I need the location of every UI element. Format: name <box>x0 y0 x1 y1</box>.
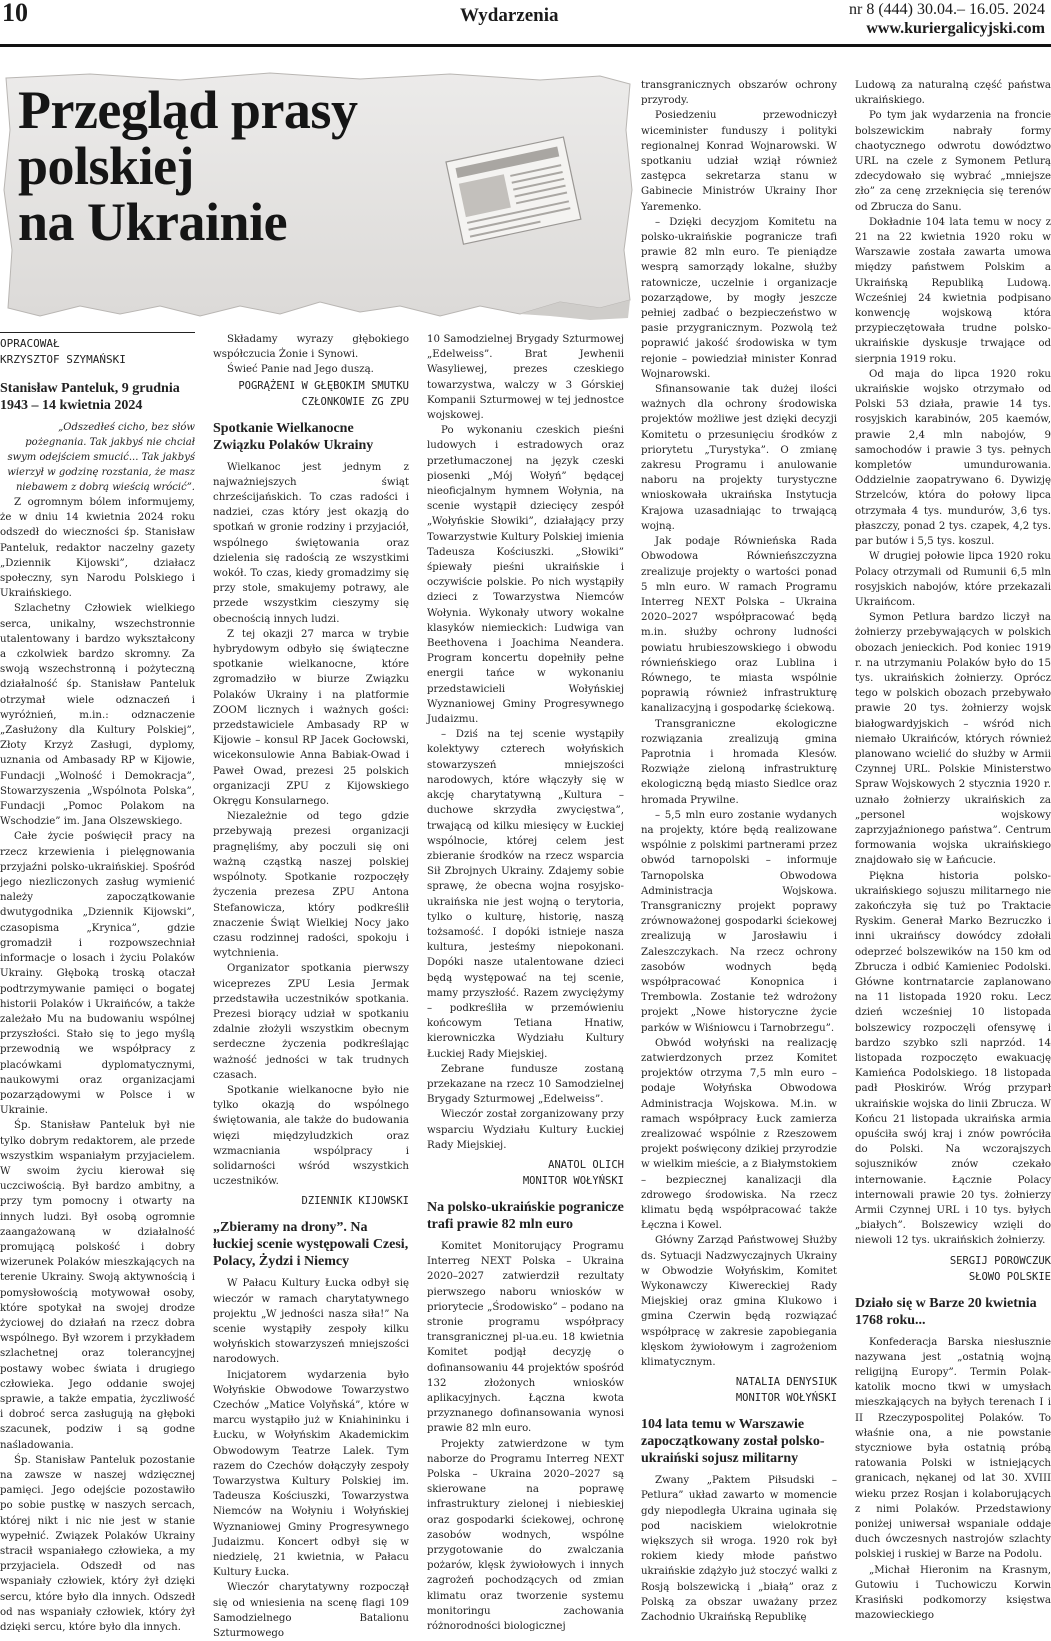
article-headline: Stanisław Panteluk, 9 grudnia 1943 – 14 kwietnia 2024 <box>0 381 180 413</box>
title-line: Przegląd prasy <box>18 80 358 140</box>
article-source <box>855 1253 1051 1285</box>
paragraph: Spotkanie wielkanocne było nie tylko okazją do wspólnego świętowania, ale także do budowania więzi międzyludzkich oraz wzmacniania wspólpracy i solidarności wśród wszystkich uczestników. <box>213 1084 409 1188</box>
paragraph: Z tej okazji 27 marca w trybie hybrydowym odbyło się świąteczne spotkanie wielkanocne, które zgromadziło w biurze Związku Polaków Ukrainy i na platformie ZOOM licznych i ważnych gości: przedstawiciele Ambasady RP w Kijowie – konsul RP Jacek Gocłowski, wicekonsulowie Anna Babiak-Owad i Paweł Owad, prezesi 25 polskich organizacji ZPU z Kijowskiego Okręgu Konsularnego. <box>213 628 409 808</box>
author-byline <box>0 332 195 368</box>
main-title <box>18 82 357 250</box>
paragraph: Dokładnie 104 lata temu w nocy z 21 na 22 kwietnia 1920 roku w Warszawie została zawarta umowa między państwem Polskim a Ukraińską Republiką Ludową. Wcześniej 24 kwietnia podpisano konwencję wojskową która przypieczętowała trudne polsko-ukraińskie dyskusje trwające od sierpnia 1919 roku. <box>855 216 1051 365</box>
paragraph: Obwód wołyński na realizację zatwierdzonych przez Komitet projektów otrzyma 7,5 mln euro – podaje Wołyńska Obwodowa Administracja Wojskowa. M.in. w ramach współpracy Łuck zamierza zrealizować wspólnie z Rzeszowem projekt poświęcony dzikiej przyrodzie w wielkim mieście, a z Białymstokiem – bezpiecznej kanalizacji dla zdrowego środowiska. Na rzecz klimatu będą współpracować także Łęczna i Kowel. <box>641 1037 837 1232</box>
source-author: ANATOL OLICH <box>548 1158 624 1171</box>
paragraph: Organizator spotkania pierwszy wiceprezes ZPU Lesia Jermak przedstawiła uczestników spotkania. Prezesi biorący udział w spotkaniu zdalnie złożyli wszystkim obecnym serdeczne życzenia podkreślając ważność jedności w tak trudnych czasach. <box>213 963 409 1081</box>
paragraph: transgranicznych obszarów ochrony przyrody. <box>641 80 837 107</box>
paragraph: Całe życie poświęcił pracy na rzecz krzewienia i pielęgnowania przyjaźni polsko-ukraińskiej. Spośród jego niezliczonych zasług wymienić należy zapoczątkowanie dwutygodnika „Dziennik Kijowski”, czasopisma „Krynica”, gdzie gromadził i rozpowszechniał informacje o losach i życiu Polaków Ukrainy. Głęboką troską otaczał podtrzymywanie pamięci o bogatej historii Polaków i Ukraińców, a także zależało Mu na budowaniu wspólnej przyszłości. Stało się to jego myślą przewodnią we współpracy z placówkami dyplomatycznymi, naukowymi oraz organizacjami pozarządowymi w Polsce i w Ukrainie. <box>0 831 195 1117</box>
paragraph: Konfederacja Barska niesłusznie nazywana jest „ostatnią wojną religijną Europy”. Termin Polak-katolik mocno tkwi w umysłach mieszkających na byłych terenach I i II Rzeczypospolitej Polaków. To właśnie ona, a nie powstanie styczniowe była ostatnią próbą ratowania Polski w istniejących granicach, nękanej od lat 30. XVIII wieku przez Rosjan i kolaborujących z nimi Polaków. Przedstawiony poniżej uniwersał wspaniale oddaje duch ówczesnych nastrojów szlachty polskiej i ruskiej w Barze na Podolu. <box>855 1336 1051 1561</box>
paragraph: Wieczór charytatywny rozpoczął się od wniesienia na scenę flagi 109 Samodzielnego Batalionu Szturmowego <box>213 1582 409 1640</box>
column-3 <box>427 332 624 1633</box>
mourning-line: POGRĄŻENI W GŁĘBOKIM SMUTKU <box>238 379 409 392</box>
paragraph: W Pałacu Kultury Łucka odbył się wieczór w ramach charytatywnego projektu „W jedności nasza siła!” Na scenie wystąpiły zespoły kilku wołyńskich stowarzyszeń mniejszości narodowych. <box>213 1278 409 1366</box>
paragraph: Z ogromnym bólem informujemy, że w dniu 14 kwietnia 2024 roku odszedł do wieczności śp. Stanisław Panteluk, redaktor naczelny gazety „Dziennik Kijowski”, działacz społeczny, syn Narodu Polskiego i Ukraińskiego. <box>0 497 195 600</box>
column-5 <box>855 78 1051 1630</box>
source-publication: MONITOR WOŁYŃSKI <box>735 1392 837 1405</box>
article-source <box>641 1374 837 1406</box>
paragraph: Śp. Stanisław Panteluk pozostanie na zawsze w naszej wdzięcznej pamięci. Jego odejście pozostawiło po sobie pustkę w naszych sercach, której nikt i nic nie jest w stanie wypełnić. Związek Polaków Ukrainy stracił wspaniałego człowieka, a my przyjaciela. Odszedł od nas wspaniały człowiek, który żył dzięki sercu, które było dla innych. Odszedł od nas wspaniały człowiek, który żył dzięki sercu, które było dla innych. <box>0 1454 195 1634</box>
paragraph: Wielkanoc jest jednym z najważniejszych świąt chrześcijańskich. To czas radości i nadziei, czas który jest okazją do spotkań w gronie rodziny i przyjaciół, wspólnego świętowania oraz dzielenia się radością ze wszystkimi wokół. To czas, kiedy gromadzimy się przy stole, smakujemy potrawy, ale przede wszystkim cieszymy się obecnością innych ludzi. <box>213 461 409 625</box>
article-source <box>427 1157 624 1189</box>
issue-number: nr 8 (444) 30.04.– 16.05. 2024 <box>849 1 1045 18</box>
column-4 <box>641 78 837 1630</box>
paragraph: Projekty zatwierdzone w tym naborze do Programu Interreg NEXT Polska – Ukraina 2020–2027 są skierowane na poprawę infrastruktury zielonej i niebieskiej oraz gospodarki ściekowej, ochronę zasobów wodnych, wspólne przygotowanie do zwalczania pożarów, klęsk żywiołowych i innych zagrożeń pochodzących od zmian klimatu oraz tworzenie systemu monitoringu zachowania różnorodności biologicznej <box>427 1438 624 1633</box>
page-header <box>0 0 1051 47</box>
article-headline: „Zbieramy na drony”. Na łuckiej scenie występowali Czesi, Polacy, Żydzi i Niemcy <box>213 1220 409 1270</box>
mourning-line: CZŁONKOWIE ZG ZPU <box>301 395 409 408</box>
article-source: DZIENNIK KIJOWSKI <box>301 1195 409 1208</box>
source-author: SERGIJ POROWCZUK <box>949 1254 1051 1267</box>
byline-author: KRZYSZTOF SZYMAŃSKI <box>0 353 126 366</box>
source-publication: MONITOR WOŁYŃSKI <box>522 1174 624 1187</box>
paragraph: Śp. Stanisław Panteluk był nie tylko dobrym redaktorem, ale przede wszystkim wspaniałym przyjacielem. W swoim życiu kierował się uczciwością. Był bardzo ambitny, a przy tym pomocny i otwarty na innych ludzi. Był osobą ogromnie zaangażowaną w działalność promującą polskość i dobry wizerunek Polaków mieszkających na terenie Ukrainy. Swoją aktywnością i pomysłowością motywował osoby, które spotykał na swojej drodze życiowej do działań na rzecz dobra wspólnego. Był wzorem i przykładem szlachetnej oraz tolerancyjnej postawy wobec świata i drugiego człowieka. Jego oddanie swojej sprawie, a także empatia, życzliwość i dobroć serca zasługują na głęboki szacunek, podziw i są godne naśladowania. <box>0 1120 195 1451</box>
paragraph: Symon Petlura bardzo liczył na żołnierzy przebywających w polskich obozach jenieckich. Pod koniec 1919 r. na utrzymaniu Polaków było do 15 tys. ukraińskich żołnierzy. Oprócz tego w polskich obozach przebywało prawie 20 tys. żołnierzy wojsk białogwardyjskich – wśród nich niemało Ukraińców, których również planowano wcielić do służby w Armii Czynnej URL. Polskie Ministerstwo Spraw Wojskowych 2 stycznia 1920 r. uznało żołnierzy ukraińskich za „personel wojskowy zaprzyjaźnionego państwa”. Centrum formowania wojska ukraińskiego znajdowało się w Łańcucie. <box>855 612 1051 867</box>
article-headline: 104 lata temu w Warszawie zapoczątkowany został polsko-ukraiński sojusz militarny <box>641 1417 825 1467</box>
paragraph: Po tym jak wydarzenia na froncie bolszewickim nabrały formy chaotycznego odwrotu dowództwo URL na czele z Symonem Petlurą zdecydowało się wybrać „mniejsze zło” za cenę zrzeknięcia się terenów od Zbrucza do Sanu. <box>855 110 1051 213</box>
column-2 <box>213 332 409 1640</box>
column-1 <box>0 332 195 1634</box>
paragraph: Transgraniczne ekologiczne rozwiązania zrealizują gmina Paprotnia i hromada Klesów. Rozwiąże zieloną infrastrukturę ekologiczną będą miasto Siedlce oraz hromada Prywilne. <box>641 718 837 806</box>
paragraph: Posiedzeniu przewodniczył wiceminister funduszy i polityki regionalnej Konrad Wojnarowski. W spotkaniu udział wziął również zastępca sekretarza stanu w Gabinecie Ministrów Ukrainy Ihor Yaremenko. <box>641 110 837 213</box>
issue-info <box>849 0 1045 38</box>
paragraph: Niezależnie od tego gdzie przebywają prezesi organizacji pragnęliśmy, aby poczuli się oni ważną cząstką naszej polskiej wspólnoty. Spotkanie rozpoczęły życzenia prezesa ZPU Antona Stefanowicza, który podkreślił znaczenie Świąt Wielkiej Nocy jako czasu rodzinnej radości, spokoju i wytchnienia. <box>213 811 409 960</box>
paragraph: Inicjatorem wydarzenia było Wołyńskie Obwodowe Towarzystwo Czechów „Matice Volyňská”, które w marcu wystąpiło już w Kniahininku i Łucku, w Wołyńskim Akademickim Obwodowym Teatrze Lalek. Tym razem do Czechów dołączyły zespoły Towarzystwa Kultury Polskiej im. Tadeusza Kościuszki, Towarzystwa Niemców na Wołyniu i Wołyńskiej Wyznaniowej Gminy Progresywnego Judaizmu. Koncert odbył się w niedzielę, 21 kwietnia, w Pałacu Kultury Łucka. <box>213 1369 409 1579</box>
paragraph: Główny Zarząd Państwowej Służby ds. Sytuacji Nadzwyczajnych Ukrainy w Obwodzie Wołyńskim, Komitet Wykonawczy Kiwereckiej Rady Miejskiej oraz gmina Klukowo i gmina Czerwin będą rozwiązać współpracę w zakresie zapobiegania klęskom żywiołowym i zagrożeniom klimatycznym. <box>641 1235 837 1369</box>
article-headline: Na polsko-ukraińskie pogranicze trafi prawie 82 mln euro <box>427 1199 624 1232</box>
poem-quote: „Odszedłeś cicho, bez słów pożegnania. Tak jakbyś nie chciał swym odejściem smucić... Tak jakbyś wierzył w godzinę rozstania, że masz niebawem z dobrą wieścią wrócić”. <box>7 422 195 493</box>
condolence-text: Składamy wyrazy głębokiego współczucia Żonie i Synowi. <box>213 334 409 361</box>
paragraph: Sfinansowanie tak dużej ilości ważnych dla ochrony środowiska projektów możliwe jest dzięki decyzji Komitetu o przesunięciu środków z priorytetu „Turystyka”. O zmianę zakresu Programu i anulowanie naboru na projekty turystyczne wnioskowała ukraińska Instytucja Krajowa uzasadniając to trwającą wojną. <box>641 384 837 532</box>
paragraph: – Dzięki decyzjom Komitetu na polsko-ukraińskie pogranicze trafi prawie 82 mln euro. Te pieniądze wesprą samorządy lokalne, służby ratownicze, uczelnie i organizacje pozarządowe, by mogły jeszcze pełniej zadbać o bezpieczeństwo w pasie przygranicznym. Pozwolą też poprawić jakość środowiska w tym rejonie – powiedział minister Konrad Wojnarowski. <box>641 216 837 380</box>
article-headline: Działo się w Barze 20 kwietnia 1768 roku... <box>855 1295 1037 1328</box>
title-line: polskiej <box>18 136 195 196</box>
paragraph: Szlachetny Człowiek wielkiego serca, unikalny, wszechstronnie utalentowany i bardzo wykształcony a czkolwiek bardzo skromny. Za swoją wszechstronną i pożyteczną działalność śp. Stanisław Panteluk otrzymał wiele odznaczeń i wyróżnień, m.in.: odznaczenie „Zasłużony dla Kultury Polskiej”, Złoty Krzyż Zasługi, dyplomy, uznania od Ambasady RP w Kijowie, Fundacji „Wolność i Demokracja”, Stowarzyszenia „Wspólnota Polska”, Fundacji „Pomoc Polakom na Wschodzie” im. Jana Olszewskiego. <box>0 603 195 828</box>
paragraph: 10 Samodzielnej Brygady Szturmowej „Edelweiss”. Brat Jewhenii Wasyliewej, prezes czeskiego towarzystwa, walczy w 3 Górskiej Kompanii Szturmowej w tej jednostce wojskowej. <box>427 334 624 422</box>
paragraph: Zwany „Paktem Piłsudski – Petlura” układ zawarto w momencie gdy niepodległa Ukraina uginała się pod naciskiem wielokrotnie większych sił wroga. 1920 rok był rokiem kiedy młode państwo ukraińskie zdążyło już stoczyć walki z Rosją bolszewicką i „białą” oraz z Polską za obszar uważany przez Zachodnio Ukraińską Republikę <box>641 1475 837 1624</box>
paragraph: Komitet Monitorujący Programu Interreg NEXT Polska – Ukraina 2020–2027 zatwierdził rezultaty pierwszego naboru wniosków w priorytecie „Środowisko” – podano na stronie programu współpracy transgranicznej pl-ua.eu. 18 kwietnia Komitet podjął decyzję o dofinansowaniu 44 projektów spośród 132 złożonych wniosków aplikacyjnych. Łączna kwota przyznanego dofinansowania wynosi prawie 82 mln euro. <box>427 1240 624 1435</box>
paragraph: Ludową za naturalną część państwa ukraińskiego. <box>855 80 1051 107</box>
paragraph: – 5,5 mln euro zostanie wydanych na projekty, które będą realizowane wspólnie z polskimi partnerami przez obwód tarnopolski – informuje Tarnopolska Obwodowa Administracja Wojskowa. Transgraniczny projekt poprawy zrównoważonej gospodarki ściekowej zrealizują w Jarosławiu i Zaleszczykach. Na rzecz ochrony zasobów wodnych będą współpracować Konopnica i Trembowla. Zostanie też wdrożony projekt „Nowe historyczne życie parków w Wiśniowcu i Tarnobrzegu”. <box>641 809 837 1034</box>
section-title: Wydarzenia <box>460 5 559 26</box>
paragraph: Po wykonaniu czeskich pieśni ludowych i estradowych oraz przetłumaczonej na język czeski piosenki „Mój Wołyń” będącej nieoficjalnym hymnem Wołynia, na scenie wystąpił dziecięcy zespół „Wołyńskie Słowiki”, działający przy Towarzystwie Kultury Polskiej imienia Tadeusza Kościuszki. „Słowiki” śpiewały pieśni ukraińskie i oczywiście polskie. Po nich wystąpiły dzieci z Towarzystwa Niemców Wołynia. Wykonały utwory wokalne klasyków niemieckich: Ludwiga van Beethovena i Joachima Neandera. Program koncertu dopełniły pełne energii tańce w wykonaniu przedstawicieli Wołyńskiej Wyznaniowej Gminy Progresywnego Judaizmu. <box>427 425 624 726</box>
mourning-signature <box>213 378 409 410</box>
paragraph: Piękna historia polsko-ukraińskiego sojuszu militarnego nie zakończyła się tuż po Traktacie Ryskim. Generał Marko Bezruczko i inni ukraińscy dowódcy zdołali odeprzeć bolszewików na 150 km od Zbrucza i odbić Kamieniec Podolski. Główne kontrnatarcie zaplanowano na 11 listopada 1920 roku. Lecz dzień wcześniej 10 listopada bolszewicy rozpoczęli ofensywę i bardzo szybko szli naprzód. 14 listopada rozpoczęto ewakuację Kamieńca Podolskiego. 18 listopada padł Płoskirów. Wróg przyparł ukraińskie wojska do linii Zbrucza. W Końcu 21 listopada ukraińska armia opuściła swój kraj i znów powróciła do Polski. Na wczorajszych sojuszników znów czekało internowanie. Łącznie Polacy internowali prawie 20 tys. żołnierzy Armii Czynnej URL i 10 tys. byłych „białych”. Bolszewicy wzięli do niewoli 12 tys. ukraińskich żołnierzy. <box>855 870 1051 1247</box>
article-headline: Spotkanie Wielkanocne Związku Polaków Ukrainy <box>213 420 374 453</box>
paragraph: Wieczór został zorganizowany przy wsparciu Wydziału Kultury Łuckiej Rady Miejskiej. <box>427 1109 624 1151</box>
paragraph: – Dziś na tej scenie wystąpiły kolektywy czterech wołyńskich stowarzyszeń mniejszości narodowych, które włączyły się w akcję charytatywną „Kultura – duchowe skrzydła zwycięstwa”, trwającą od kilku miesięcy w Łuckiej wspólnocie, której celem jest zbieranie środków na rzecz wsparcia Sił Zbrojnych Ukrainy. Zdajemy sobie sprawę, że obecna wojna rosyjsko-ukraińska nie jest wojną o terytoria, tylko o kulturę, historię, naszą tożsamość. I dopóki istnieje nasza kultura, jesteśmy niepokonani. Dopóki nasze utalentowane dzieci będą występować na tej scenie, mamy przyszłość. Razem zwyciężymy – podkreśliła w przemówieniu końcowym Tetiana Hnatiw, kierowniczka Wydziału Kultury Łuckiej Rady Miejskiej. <box>427 729 624 1060</box>
byline-label: OPRACOWAŁ <box>0 337 60 350</box>
paragraph: W drugiej połowie lipca 1920 roku Polacy otrzymali od Rumunii 6,5 mln rosyjskich nabojów, które przekazali Ukraińcom. <box>855 551 1051 608</box>
paragraph: Jak podaje Równieńska Rada Obwodowa Równieńszczyzna zrealizuje projekty o wartości ponad 5 mln euro. W ramach Programu Interreg NEXT Polska – Ukraina 2020–2027 współpracować będą m.in. służby ochrony ludności powiatu hrubieszowskiego i obwodu równieńskiego oraz Lublina i Równego, te miasta wspólnie poprawią również infrastrukturę kanalizacyjną i gospodarkę ściekową. <box>641 536 837 715</box>
page-number: 10 <box>2 0 28 27</box>
source-publication: SŁOWO POLSKIE <box>968 1270 1051 1283</box>
paragraph: „Michał Hieronim na Krasnym, Gutowiu i Tuchowiczu Korwin Krasiński podkomorzy księstwa mazowieckiego <box>855 1564 1051 1622</box>
paragraph: Zebrane fundusze zostaną przekazane na rzecz 10 Samodzielnej Brygady Szturmowej „Edelweiss”. <box>427 1063 624 1106</box>
source-author: NATALIA DENYSIUK <box>735 1376 837 1389</box>
title-line: na Ukrainie <box>18 192 288 252</box>
title-banner <box>0 70 636 322</box>
prayer-text: Świeć Panie nad Jego duszą. <box>227 364 374 376</box>
website-link[interactable]: www.kuriergalicyjski.com <box>866 20 1045 37</box>
paragraph: Od maja do lipca 1920 roku ukraińskie wojsko otrzymało od Polski 53 działa, prawie 14 tys. rosyjskich karabinów, 205 kaemów, prawie 2,4 mln nabojów, 9 samochodów i prawie 3 tys. pełnych kompletów umundurowania. Oddzielnie zaopatrywano 6. Dywizję Strzelców, która do połowy lipca otrzymała 4 tys. mundurów, 3,6 tys. płaszczy, ponad 2 tys. czapek, 4,2 tys. par butów i 5,5 tys. koszul. <box>855 368 1051 548</box>
